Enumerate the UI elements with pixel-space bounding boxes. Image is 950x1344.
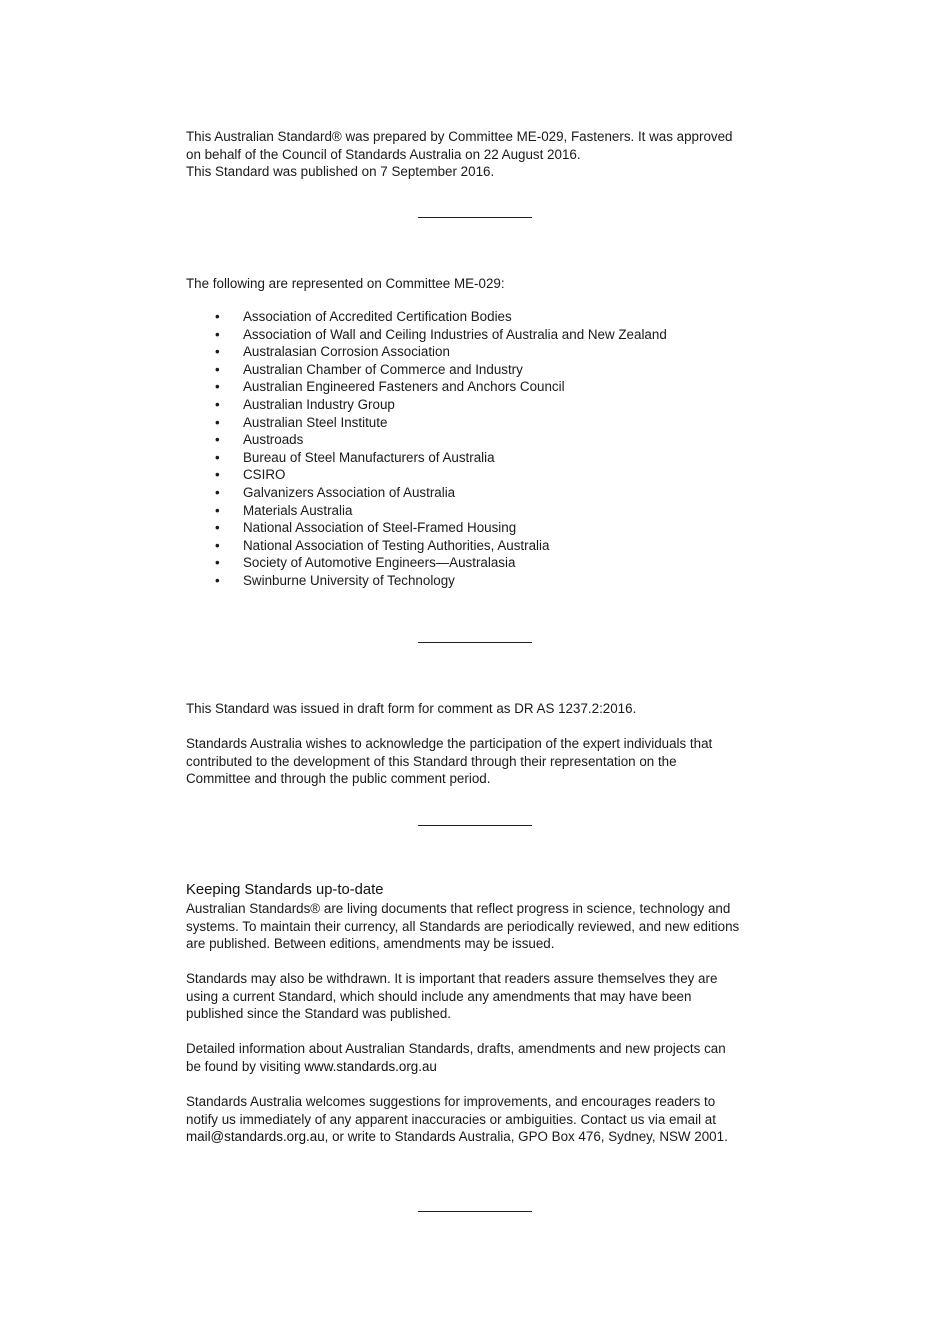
bullet-icon: • [215, 449, 220, 465]
list-item [186, 361, 667, 379]
bullet-icon: • [215, 555, 220, 571]
acknowledgement-line-2: contributed to the development of this Standard through their representation on the [186, 753, 677, 769]
member-name: Australasian Corrosion Association [243, 344, 450, 360]
paragraph-line: systems. To maintain their currency, all Standards are periodically reviewed, and new editions [186, 918, 740, 934]
paragraph-line: using a current Standard, which should include any amendments that may have been [186, 988, 692, 1004]
list-item [186, 343, 667, 361]
bullet-icon: • [215, 309, 220, 324]
draft-issued-text: This Standard was issued in draft form for comment as DR AS 1237.2:2016. [186, 701, 637, 716]
member-name: Austroads [243, 432, 304, 448]
member-name: Society of Automotive Engineers—Australasia [243, 555, 516, 571]
member-name: Galvanizers Association of Australia [243, 484, 456, 500]
email-link[interactable]: mail@standards.org.au [186, 1129, 325, 1144]
list-item [186, 449, 667, 467]
list-item [186, 554, 667, 572]
approval-statement [186, 128, 776, 181]
acknowledgement [186, 735, 776, 788]
member-name: National Association of Testing Authorities, Australia [243, 537, 550, 553]
list-item [186, 396, 667, 414]
paragraph-line: published since the Standard was published. [186, 1006, 452, 1021]
acknowledgement-line-3: Committee and through the public comment period. [186, 771, 491, 786]
section-divider [418, 217, 532, 218]
member-name: Australian Chamber of Commerce and Industry [243, 361, 523, 377]
paragraph-line: Australian Standards® are living documents that reflect progress in science, technology and [186, 901, 731, 916]
list-item [186, 502, 667, 520]
approval-line-2: on behalf of the Council of Standards Australia on 22 August 2016. [186, 146, 581, 162]
bullet-icon: • [215, 379, 220, 395]
bullet-icon: • [215, 414, 220, 430]
bullet-icon: • [215, 396, 220, 412]
paragraph-line: Standards may also be withdrawn. It is important that readers assure themselves they are [186, 971, 718, 986]
paragraph-line: are published. Between editions, amendments may be issued. [186, 936, 555, 951]
committee-members-list [186, 308, 667, 590]
member-name: CSIRO [243, 467, 286, 483]
member-name: Australian Engineered Fasteners and Anchors Council [243, 379, 565, 395]
member-name: Bureau of Steel Manufacturers of Australia [243, 449, 495, 465]
acknowledgement-line-1: Standards Australia wishes to acknowledge the participation of the expert individuals that [186, 736, 713, 751]
bullet-icon: • [215, 537, 220, 553]
bullet-icon: • [215, 344, 220, 360]
approval-line-1: This Australian Standard® was prepared by Committee ME-029, Fasteners. It was approved [186, 129, 733, 144]
section-divider [418, 642, 532, 643]
list-item [186, 378, 667, 396]
bullet-icon: • [215, 432, 220, 448]
paragraph-text: , or write to Standards Australia, GPO Box 476, Sydney, NSW 2001. [324, 1129, 728, 1144]
bullet-icon: • [215, 502, 220, 518]
section-divider [418, 825, 532, 826]
section-divider [418, 1211, 532, 1212]
information-paragraph [186, 1040, 776, 1075]
list-item [186, 484, 667, 502]
list-item [186, 572, 667, 590]
paragraph-line [186, 1058, 776, 1076]
list-item [186, 414, 667, 432]
publication-date-line: This Standard was published on 7 September 2016. [186, 164, 495, 179]
paragraph-text: be found by visiting [186, 1058, 305, 1074]
bullet-icon: • [215, 361, 220, 377]
draft-statement [186, 700, 776, 718]
list-item [186, 466, 667, 484]
website-link[interactable]: www.standards.org.au [304, 1058, 437, 1074]
member-name: Association of Wall and Ceiling Industries of Australia and New Zealand [243, 326, 667, 342]
list-item [186, 308, 667, 326]
bullet-icon: • [215, 326, 220, 342]
list-item [186, 519, 667, 537]
member-name: Australian Steel Institute [243, 414, 388, 430]
bullet-icon: • [215, 572, 220, 588]
bullet-icon: • [215, 467, 220, 483]
list-item [186, 431, 667, 449]
list-item [186, 537, 667, 555]
member-name: Materials Australia [243, 502, 353, 518]
contact-paragraph [186, 1093, 776, 1146]
keeping-standards-section [186, 881, 776, 953]
member-name: National Association of Steel-Framed Housing [243, 520, 517, 536]
committee-intro-text: The following are represented on Committee ME-029: [186, 276, 505, 291]
paragraph-line: Detailed information about Australian Standards, drafts, amendments and new projects can [186, 1041, 726, 1056]
member-name: Australian Industry Group [243, 396, 395, 412]
bullet-icon: • [215, 520, 220, 536]
member-name: Association of Accredited Certification Bodies [243, 309, 512, 324]
list-item [186, 326, 667, 344]
committee-intro [186, 275, 776, 293]
bullet-icon: • [215, 484, 220, 500]
withdrawal-paragraph [186, 970, 776, 1023]
member-name: Swinburne University of Technology [243, 572, 455, 588]
paragraph-line: notify us immediately of any apparent inaccuracies or ambiguities. Contact us via email at [186, 1111, 716, 1127]
paragraph-line: Standards Australia welcomes suggestions for improvements, and encourages readers to [186, 1094, 716, 1109]
section-heading: Keeping Standards up-to-date [186, 882, 384, 898]
paragraph-line [186, 1128, 776, 1146]
